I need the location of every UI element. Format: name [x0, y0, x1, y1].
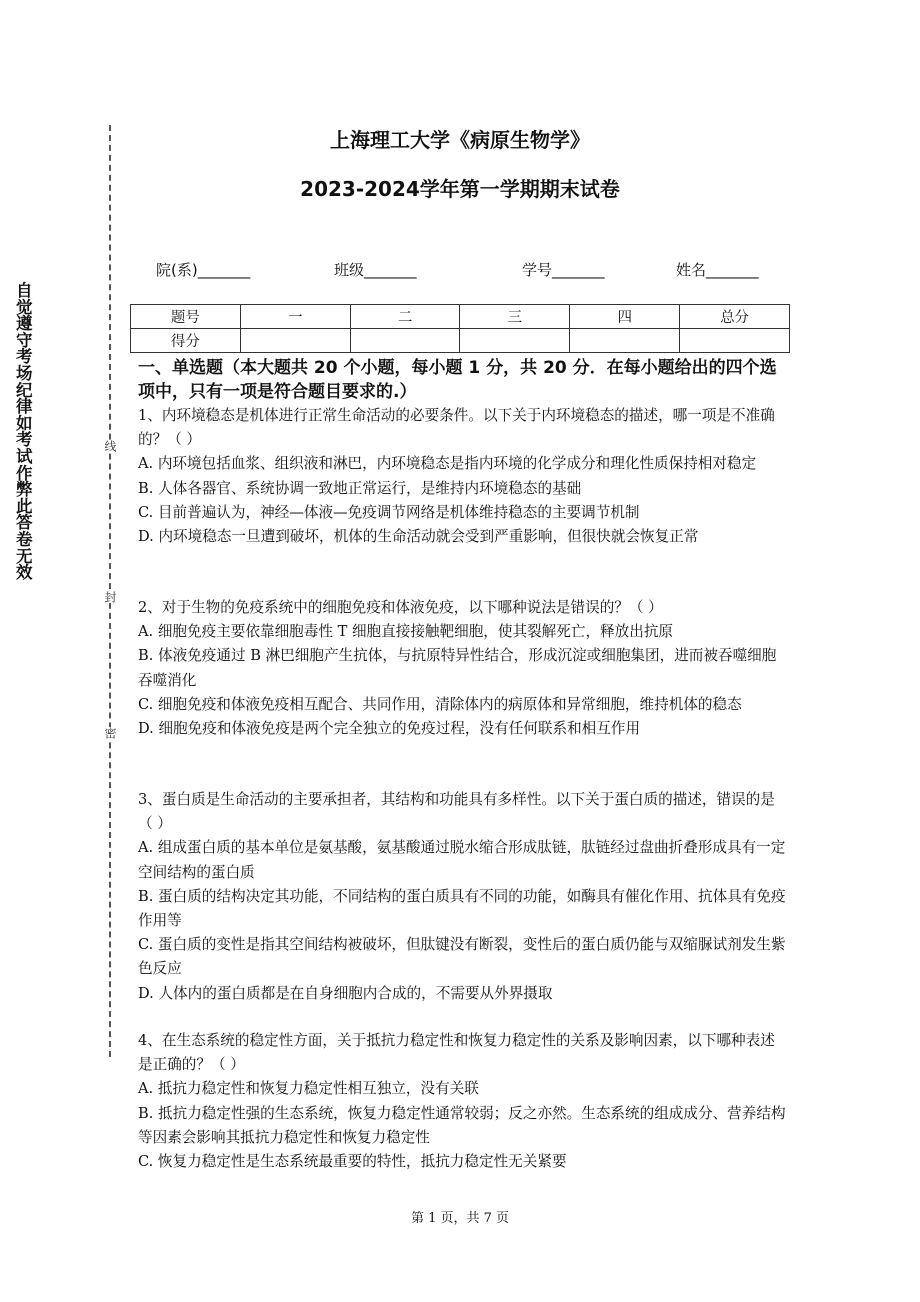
score-cell [350, 329, 460, 353]
header-cell: 四 [570, 305, 680, 329]
question-stem: 1、内环境稳态是机体进行正常生命活动的必要条件。以下关于内环境稳态的描述，哪一项是不准确的？（ ） [138, 407, 775, 449]
option: D. 内环境稳态一旦遭到破坏，机体的生命活动就会受到严重影响，但很快就会恢复正常 [138, 528, 699, 546]
question-2 [138, 596, 788, 741]
exam-discipline-notice: 自觉遵守考场纪律如考试作弊此答卷无效 [16, 281, 33, 583]
question-1 [138, 404, 788, 549]
option: D. 细胞免疫和体液免疫是两个完全独立的免疫过程，没有任何联系和相互作用 [138, 720, 641, 738]
class-field: 班级_______ [334, 261, 417, 279]
option: C. 目前普遍认为，神经—体液—免疫调节网络是机体维持稳态的主要调节机制 [138, 503, 640, 521]
score-table-header [131, 305, 790, 329]
option: C. 恢复力稳定性是生态系统最重要的特性，抵抗力稳定性无关紧要 [138, 1153, 567, 1171]
name-field: 姓名_______ [676, 261, 759, 279]
question-4 [138, 1029, 788, 1174]
option: B. 体液免疫通过 B 淋巴细胞产生抗体，与抗原特异性结合，形成沉淀或细胞集团，进而被吞噬细胞吞噬消化 [138, 647, 777, 689]
exam-subtitle: 2023-2024学年第一学期期末试卷 [300, 177, 620, 201]
header-cell: 题号 [131, 305, 241, 329]
student-id-field: 学号_______ [522, 261, 605, 279]
score-table [130, 304, 790, 353]
score-cell [680, 329, 790, 353]
option: A. 抵抗力稳定性和恢复力稳定性相互独立，没有关联 [138, 1080, 479, 1098]
question-stem: 2、对于生物的免疫系统中的细胞免疫和体液免疫，以下哪种说法是错误的？（ ） [138, 599, 663, 616]
score-cell [570, 329, 680, 353]
option: A. 组成蛋白质的基本单位是氨基酸，氨基酸通过脱水缩合形成肽链，肽链经过盘曲折叠形成具有一定空间结构的蛋白质 [138, 839, 786, 881]
header-cell: 一 [240, 305, 350, 329]
option: A. 细胞免疫主要依靠细胞毒性 T 细胞直接接触靶细胞，使其裂解死亡，释放出抗原 [138, 623, 674, 641]
dept-field: 院(系)_______ [156, 261, 251, 279]
option: C. 蛋白质的变性是指其空间结构被破坏，但肽键没有断裂，变性后的蛋白质仍能与双缩脲试剂发生紫色反应 [138, 936, 786, 978]
score-cell [240, 329, 350, 353]
header-cell: 二 [350, 305, 460, 329]
option: D. 人体内的蛋白质都是在自身细胞内合成的，不需要从外界摄取 [138, 984, 553, 1002]
option: B. 抵抗力稳定性强的生态系统，恢复力稳定性通常较弱；反之亦然。生态系统的组成成分、营养结构等因素会影响其抵抗力稳定性和恢复力稳定性 [138, 1104, 786, 1146]
header-cell: 总分 [680, 305, 790, 329]
score-label: 得分 [131, 329, 241, 353]
option: B. 蛋白质的结构决定其功能，不同结构的蛋白质具有不同的功能，如酶具有催化作用、抗体具有免疫作用等 [138, 887, 786, 930]
option: A. 内环境包括血浆、组织液和淋巴，内环境稳态是指内环境的化学成分和理化性质保持相对稳定 [138, 455, 757, 473]
score-row [131, 329, 790, 353]
binding-mark-line: 线 [103, 440, 117, 452]
exam-title: 上海理工大学《病原生物学》 [330, 128, 590, 152]
option: C. 细胞免疫和体液免疫相互配合、共同作用，清除体内的病原体和异常细胞，维持机体的稳态 [138, 695, 742, 713]
header-cell: 三 [460, 305, 570, 329]
binding-mark-secret: 密 [103, 727, 117, 739]
page-footer: 第 1 页，共 7 页 [410, 1211, 510, 1226]
question-3 [138, 788, 788, 1006]
question-stem: 4、在生态系统的稳定性方面，关于抵抗力稳定性和恢复力稳定性的关系及影响因素，以下哪种表述是正确的？（ ） [138, 1032, 775, 1074]
section-heading: 一、单选题（本大题共 20 个小题，每小题 1 分，共 20 分．在每小题给出的四个选项中，只有一项是符合题目要求的.） [138, 358, 777, 402]
binding-mark-seal: 封 [103, 591, 117, 603]
option: B. 人体各器官、系统协调一致地正常运行，是维持内环境稳态的基础 [138, 479, 582, 497]
score-cell [460, 329, 570, 353]
question-stem: 3、蛋白质是生命活动的主要承担者，其结构和功能具有多样性。以下关于蛋白质的描述，错误的是（ ） [138, 791, 775, 833]
